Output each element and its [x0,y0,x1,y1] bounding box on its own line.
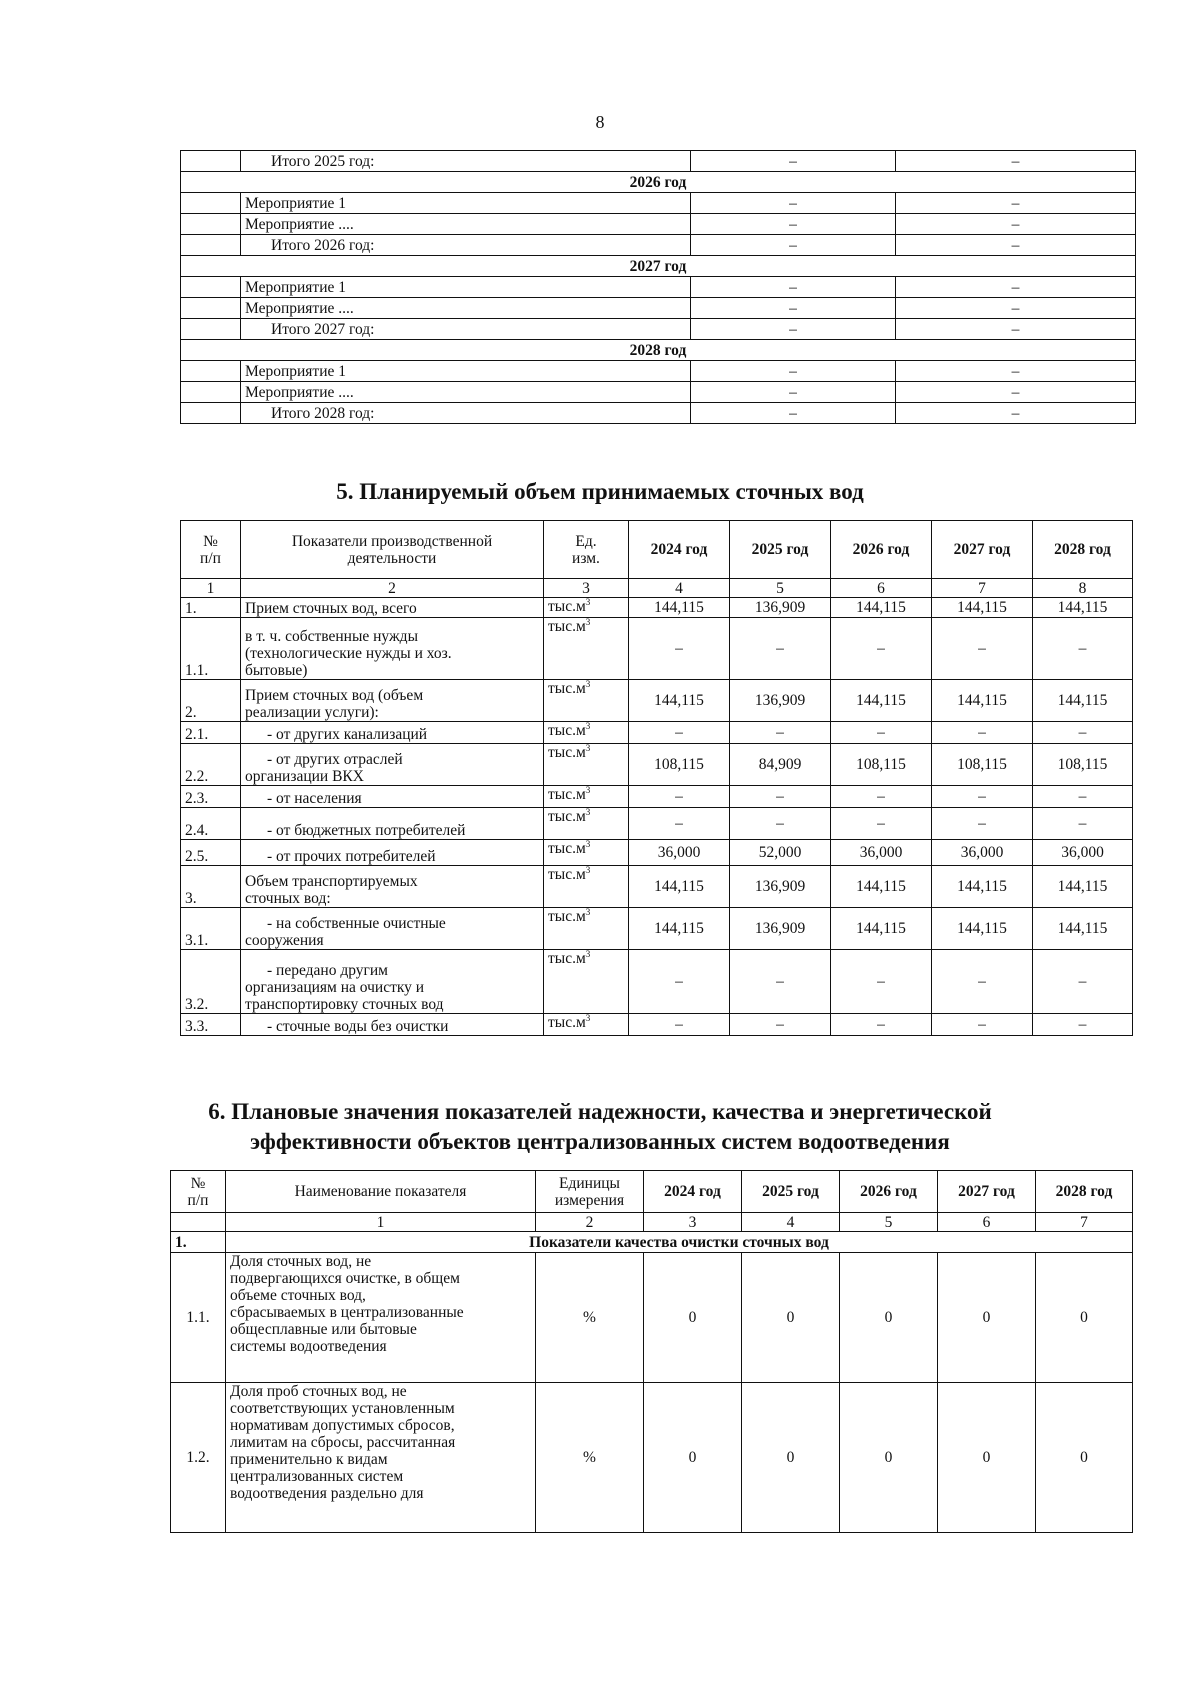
row-number-cell [181,235,241,256]
unit-cell: $тыс.м^3$ [544,908,629,950]
indicator-name: в т. ч. собственные нужды (технологические нужды и хоз. бытовые) [241,618,544,680]
indicator-name: - от других отраслей организации ВКХ [241,744,544,786]
value-cell: 108,115 [831,744,932,786]
table-row [181,361,1136,382]
table-row [181,382,1136,403]
value-cell: 144,115 [1033,908,1133,950]
table-row [181,1014,1133,1036]
measure-label: Итого 2027 год: [241,319,691,340]
value-cell: 144,115 [629,908,730,950]
table-row [181,298,1136,319]
value-cell: 144,115 [629,866,730,908]
value-cell: 0 [644,1383,742,1533]
value-cell: 36,000 [831,840,932,866]
value-cell: – [730,722,831,744]
year-header: 2026 год [181,172,1136,193]
row-number-cell [181,298,241,319]
value-cell: – [730,808,831,840]
value-cell: 36,000 [932,840,1033,866]
column-header: Единицы измерения [536,1171,644,1213]
table-row [181,744,1133,786]
value-cell: 52,000 [730,840,831,866]
column-header: № п/п [171,1171,226,1213]
value-cell: 0 [742,1383,840,1533]
column-header: 2024 год [644,1171,742,1213]
indicator-name: Прием сточных вод, всего [241,598,544,618]
value-cell: 0 [938,1253,1036,1383]
value-cell: 136,909 [730,598,831,618]
column-number: 6 [938,1213,1036,1232]
row-number: 1. [181,598,241,618]
row-number-cell [181,361,241,382]
value-cell: – [1033,950,1133,1014]
measure-label: Итого 2025 год: [241,151,691,172]
column-number: 4 [629,579,730,598]
value-cell: – [896,361,1136,382]
value-cell: 108,115 [932,744,1033,786]
value-cell: 144,115 [1033,598,1133,618]
column-numbers-row [181,579,1133,598]
value-cell: 144,115 [932,908,1033,950]
value-cell: 84,909 [730,744,831,786]
column-header: 2028 год [1036,1171,1133,1213]
value-cell: – [932,1014,1033,1036]
value-cell: 144,115 [831,866,932,908]
table-row [181,950,1133,1014]
table-row [181,214,1136,235]
value-cell: 0 [644,1253,742,1383]
row-number: 3.1. [181,908,241,950]
value-cell: – [831,950,932,1014]
value-cell: – [932,722,1033,744]
value-cell: – [629,950,730,1014]
column-header: Наименование показателя [226,1171,536,1213]
unit-cell: $тыс.м^3$ [544,680,629,722]
year-header: 2027 год [181,256,1136,277]
indicator-name: - сточные воды без очистки [241,1014,544,1036]
unit-cell: % [536,1253,644,1383]
measure-label: Итого 2028 год: [241,403,691,424]
value-cell: – [730,786,831,808]
value-cell: 136,909 [730,680,831,722]
value-cell: 144,115 [932,680,1033,722]
column-number: 1 [181,579,241,598]
measure-label: Мероприятие .... [241,382,691,403]
table-row [181,786,1133,808]
value-cell: – [932,808,1033,840]
value-cell: 36,000 [629,840,730,866]
indicator-name: - от прочих потребителей [241,840,544,866]
value-cell: 0 [1036,1383,1133,1533]
row-number: 2.3. [181,786,241,808]
row-number: 3. [181,866,241,908]
column-header: 2027 год [938,1171,1036,1213]
column-number: 5 [730,579,831,598]
measure-label: Итого 2026 год: [241,235,691,256]
row-number: 3.2. [181,950,241,1014]
group-label: Показатели качества очистки сточных вод [226,1232,1133,1253]
indicator-name: Доля сточных вод, не подвергающихся очистке, в общем объеме сточных вод, сбрасываемых в централизованные общесплавные или бытовые системы водоотведения [226,1253,536,1383]
year-header: 2028 год [181,340,1136,361]
indicator-name: - на собственные очистные сооружения [241,908,544,950]
table-row [171,1253,1133,1383]
value-cell: – [896,235,1136,256]
value-cell: – [1033,786,1133,808]
measure-label: Мероприятие 1 [241,193,691,214]
wastewater-volume-table [180,520,1133,1036]
unit-cell: $тыс.м^3$ [544,722,629,744]
column-number: 5 [840,1213,938,1232]
value-cell: – [691,382,896,403]
column-number: 7 [932,579,1033,598]
indicator-name: - от бюджетных потребителей [241,808,544,840]
row-number: 3.3. [181,1014,241,1036]
value-cell: 136,909 [730,908,831,950]
table-row [181,193,1136,214]
value-cell: – [1033,1014,1133,1036]
value-cell: – [691,319,896,340]
value-cell: – [1033,618,1133,680]
table-row [181,808,1133,840]
table-row [181,151,1136,172]
column-number: 4 [742,1213,840,1232]
value-cell: 144,115 [629,598,730,618]
value-cell: 136,909 [730,866,831,908]
value-cell: 0 [840,1383,938,1533]
value-cell: 36,000 [1033,840,1133,866]
column-number: 2 [536,1213,644,1232]
row-number-cell [181,151,241,172]
column-header: 2024 год [629,521,730,579]
value-cell: – [831,1014,932,1036]
value-cell: – [932,950,1033,1014]
page-number: 8 [595,112,605,132]
unit-cell: $тыс.м^3$ [544,744,629,786]
header-row [181,521,1133,579]
value-cell: – [1033,808,1133,840]
value-cell: – [691,235,896,256]
value-cell: – [730,1014,831,1036]
measure-label: Мероприятие .... [241,298,691,319]
value-cell: – [691,151,896,172]
value-cell: 144,115 [831,598,932,618]
table-row [181,866,1133,908]
value-cell: – [1033,722,1133,744]
value-cell: – [831,722,932,744]
value-cell: – [896,382,1136,403]
table-row [181,598,1133,618]
row-number: 2. [181,680,241,722]
unit-cell: $тыс.м^3$ [544,1014,629,1036]
row-number: 2.5. [181,840,241,866]
row-number: 1.1. [181,618,241,680]
value-cell: – [691,403,896,424]
column-header: Ед. изм. [544,521,629,579]
column-header: 2027 год [932,521,1033,579]
indicator-name: - от населения [241,786,544,808]
row-number: 2.4. [181,808,241,840]
table-row [181,403,1136,424]
indicator-name: - от других канализаций [241,722,544,744]
header-row [171,1171,1133,1213]
column-header: Показатели производственной деятельности [241,521,544,579]
value-cell: 144,115 [831,680,932,722]
value-cell: 0 [938,1383,1036,1533]
section6-title-line1: 6. Плановые значения показателей надежности, качества и энергетической [208,1099,992,1124]
indicator-name: Объем транспортируемых сточных вод: [241,866,544,908]
table-row [181,235,1136,256]
value-cell: – [932,786,1033,808]
row-number-cell [181,214,241,235]
table-row [181,277,1136,298]
unit-cell: $тыс.м^3$ [544,598,629,618]
row-number-cell [181,193,241,214]
row-number: 1.1. [171,1253,226,1383]
value-cell: – [730,618,831,680]
table-row [181,340,1136,361]
indicator-name: - передано другим организациям на очистку и транспортировку сточных вод [241,950,544,1014]
value-cell: – [629,722,730,744]
column-number: 6 [831,579,932,598]
table-row [181,256,1136,277]
value-cell: – [896,214,1136,235]
value-cell: 144,115 [629,680,730,722]
table-row [181,722,1133,744]
value-cell: – [691,277,896,298]
indicator-name: Доля проб сточных вод, не соответствующих установленным нормативам допустимых сбросов, лимитам на сбросы, рассчитанная применительно к видам централизованных систем водоотведения раздельно для [226,1383,536,1533]
unit-cell: $тыс.м^3$ [544,786,629,808]
column-number: 3 [544,579,629,598]
column-number [171,1213,226,1232]
column-number: 3 [644,1213,742,1232]
section5-title: 5. Планируемый объем принимаемых сточных вод [336,479,864,504]
value-cell: – [831,786,932,808]
row-number-cell [181,277,241,298]
value-cell: 0 [742,1253,840,1383]
column-number: 8 [1033,579,1133,598]
value-cell: 144,115 [932,866,1033,908]
value-cell: – [629,618,730,680]
value-cell: 108,115 [629,744,730,786]
column-header: 2026 год [840,1171,938,1213]
value-cell: – [896,298,1136,319]
unit-cell: % [536,1383,644,1533]
column-header: 2028 год [1033,521,1133,579]
value-cell: – [831,618,932,680]
value-cell: – [896,193,1136,214]
column-header: 2025 год [730,521,831,579]
value-cell: – [691,193,896,214]
table-row [171,1383,1133,1533]
value-cell: – [629,808,730,840]
column-number: 7 [1036,1213,1133,1232]
indicator-name: Прием сточных вод (объем реализации услуги): [241,680,544,722]
row-number: 2.1. [181,722,241,744]
value-cell: 108,115 [1033,744,1133,786]
group-row [171,1232,1133,1253]
value-cell: 144,115 [1033,866,1133,908]
value-cell: – [730,950,831,1014]
value-cell: 0 [1036,1253,1133,1383]
table-row [181,618,1133,680]
unit-cell: $тыс.м^3$ [544,618,629,680]
row-number-cell [181,319,241,340]
measure-label: Мероприятие 1 [241,361,691,382]
table-row [181,680,1133,722]
table-row [181,319,1136,340]
column-header: № п/п [181,521,241,579]
measure-label: Мероприятие .... [241,214,691,235]
value-cell: – [896,319,1136,340]
column-numbers-row [171,1213,1133,1232]
row-number-cell [181,382,241,403]
value-cell: 144,115 [1033,680,1133,722]
value-cell: – [896,403,1136,424]
row-number: 1.2. [171,1383,226,1533]
value-cell: – [896,277,1136,298]
table-row [181,172,1136,193]
value-cell: 144,115 [932,598,1033,618]
row-number-cell [181,403,241,424]
value-cell: – [691,361,896,382]
group-number: 1. [171,1232,226,1253]
row-number: 2.2. [181,744,241,786]
value-cell: – [629,1014,730,1036]
column-number: 2 [241,579,544,598]
table-row [181,840,1133,866]
indicators-table [170,1170,1133,1533]
value-cell: – [932,618,1033,680]
unit-cell: $тыс.м^3$ [544,866,629,908]
value-cell: 0 [840,1253,938,1383]
value-cell: – [629,786,730,808]
unit-cell: $тыс.м^3$ [544,950,629,1014]
unit-cell: $тыс.м^3$ [544,808,629,840]
section6-title-line2: эффективности объектов централизованных систем водоотведения [250,1129,950,1154]
value-cell: – [831,808,932,840]
unit-cell: $тыс.м^3$ [544,840,629,866]
column-number: 1 [226,1213,536,1232]
column-header: 2025 год [742,1171,840,1213]
value-cell: – [691,214,896,235]
value-cell: – [896,151,1136,172]
measure-label: Мероприятие 1 [241,277,691,298]
table-row [181,908,1133,950]
column-header: 2026 год [831,521,932,579]
measures-table [180,150,1136,424]
value-cell: – [691,298,896,319]
value-cell: 144,115 [831,908,932,950]
